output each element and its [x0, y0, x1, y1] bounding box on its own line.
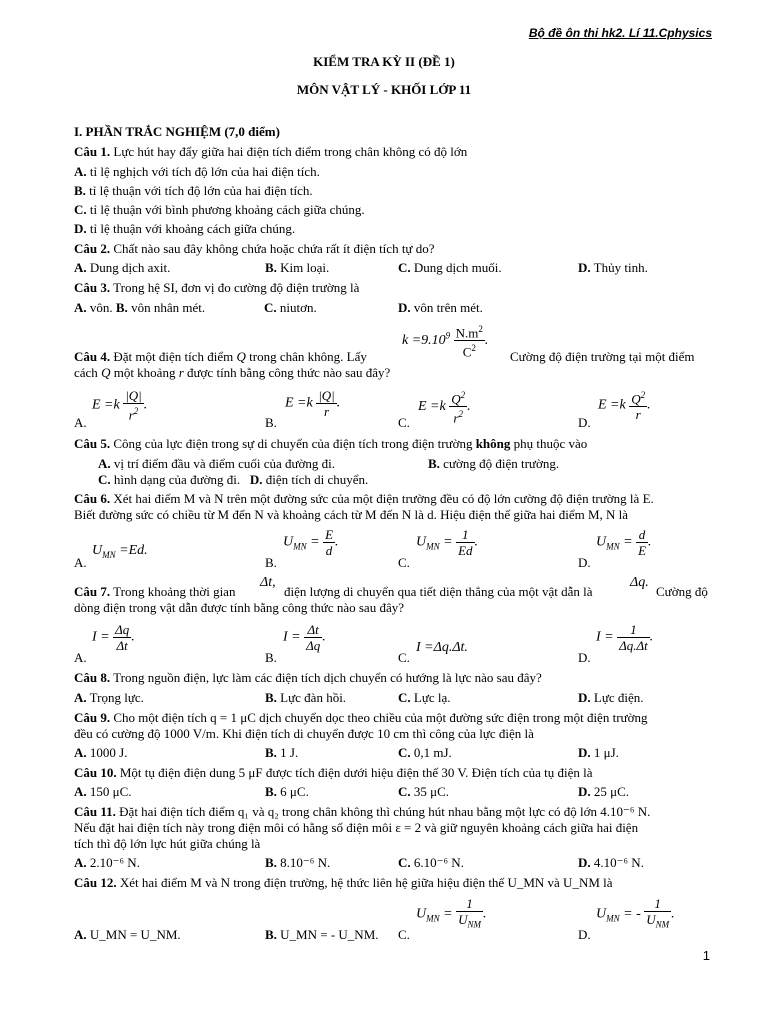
question-4-line2: cách Q một khoảng r được tính bằng công thức nào sau đây? — [74, 365, 391, 380]
q4-formula-c: E =k $\frac{Q^2}{r^2}$ . — [418, 390, 471, 426]
q9-option-c: C. 0,1 mJ. — [398, 745, 452, 760]
q3-option-c: C. niutơn. — [264, 300, 317, 315]
question-6-line2: Biết đường sức có chiều từ M đến N và khoảng cách từ M đến N là d. Hiệu điện thế giữa hai điểm M, N là — [74, 507, 629, 522]
q12-option-b: B. U_MN = - U_NM. — [265, 927, 379, 942]
running-header: Bộ đề ôn thi hk2. Lí 11.Cphysics — [528, 26, 712, 40]
q11-option-d: D. 4.10⁻⁶ N. — [578, 855, 644, 870]
q2-option-c: C. Dung dịch muối. — [398, 260, 502, 275]
q7-formula-d: I = $\frac{1}{\Delta q.\Delta t}$ . — [596, 622, 654, 653]
question-6: Câu 6. Xét hai điểm M và N trên một đường sức của một điện trường đều có độ lớn cường độ điện trường là E. — [74, 491, 654, 506]
q10-option-c: C. 35 μC. — [398, 784, 450, 799]
question-11-line3: tích thì độ lớn lực hút giữa chúng là — [74, 836, 261, 851]
q6-option-a-label: A. — [74, 555, 87, 570]
q6-formula-d: $U_{MN}$ = $\frac{d}{E}$ . — [596, 527, 652, 558]
q12-formula-d: $U_{MN}$ = - $\frac{1}{U_{NM}}$ . — [596, 896, 675, 930]
q2-option-d: D. Thủy tinh. — [578, 260, 648, 275]
q4-option-d-label: D. — [578, 415, 591, 430]
q11-option-c: C. 6.10⁻⁶ N. — [398, 855, 464, 870]
q10-option-b: B. 6 μC. — [265, 784, 309, 799]
q7-option-d-label: D. — [578, 650, 591, 665]
q7-formula-a: I = $\frac{\Delta q}{\Delta t}$ . — [92, 622, 135, 653]
q6-formula-c: $U_{MN}$ = $\frac{1}{Ed}$ . — [416, 527, 479, 558]
q6-option-b-label: B. — [265, 555, 277, 570]
question-3: Câu 3. Trong hệ SI, đơn vị đo cường độ điện trường là — [74, 280, 360, 295]
question-11: Câu 11. Đặt hai điện tích điểm q₁ và q₂ trong chân không thì chúng hút nhau bằng một lực có độ lớn 4.10⁻⁶ N. — [74, 804, 651, 819]
section-heading: I. PHẦN TRẮC NGHIỆM (7,0 điểm) — [74, 124, 280, 139]
q5-option-a: A. vị trí điểm đầu và điểm cuối của đường đi. — [98, 456, 336, 471]
q2-option-a: A. Dung dịch axit. — [74, 260, 171, 275]
q4-option-c-label: C. — [398, 415, 410, 430]
q6-formula-b: $U_{MN}$ = $\frac{E}{d}$ . — [283, 527, 339, 558]
q9-option-b: B. 1 J. — [265, 745, 299, 760]
q1-option-a: A. tỉ lệ nghịch với tích độ lớn của hai điện tích. — [74, 164, 320, 179]
q9-option-d: D. 1 μJ. — [578, 745, 619, 760]
delta-t-symbol: Δt, — [260, 575, 276, 590]
q1-option-b: B. tỉ lệ thuận với tích độ lớn của hai điện tích. — [74, 183, 313, 198]
question-7: Câu 7. Trong khoảng thời gian — [74, 584, 236, 599]
q1-option-d: D. tỉ lệ thuận với khoảng cách giữa chúng. — [74, 221, 296, 236]
exam-title: KIỂM TRA KỲ II (ĐỀ 1) — [313, 54, 455, 69]
q8-option-c: C. Lực lạ. — [398, 690, 451, 705]
question-9: Câu 9. Cho một điện tích q = 1 μC dịch chuyển dọc theo chiều của một đường sức điện trong một điện trường — [74, 710, 648, 725]
question-7-line2: dòng điện trong vật dẫn được tính bằng công thức nào sau đây? — [74, 600, 404, 615]
q4-option-a-label: A. — [74, 415, 87, 430]
q7-formula-b: I = $\frac{\Delta t}{\Delta q}$ . — [283, 622, 326, 653]
q3-option-a: A. vôn. B. vôn nhân mét. — [74, 300, 206, 315]
q6-option-c-label: C. — [398, 555, 410, 570]
q7-option-a-label: A. — [74, 650, 87, 665]
q12-option-c-label: C. — [398, 927, 410, 942]
question-7-cont: điện lượng di chuyển qua tiết diện thẳng của một vật dẫn là — [284, 584, 593, 599]
q1-option-c: C. tỉ lệ thuận với bình phương khoảng cách giữa chúng. — [74, 202, 365, 217]
q6-option-d-label: D. — [578, 555, 591, 570]
question-11-line2: Nếu đặt hai điện tích này trong điện môi có hằng số điện môi ε = 2 và giữ nguyên khoảng cách giữa hai điện — [74, 820, 639, 835]
q2-option-b: B. Kim loại. — [265, 260, 330, 275]
q4-formula-d: E =k $\frac{Q^2}{r}$ . — [598, 390, 651, 423]
q9-option-a: A. 1000 J. — [74, 745, 128, 760]
question-7-cont2: Cường độ — [656, 584, 708, 599]
q4-formula-b: E =k $\frac{|Q|}{r}$ . — [285, 388, 341, 419]
q10-option-a: A. 150 μC. — [74, 784, 132, 799]
q4-formula-a: E =k $\frac{|Q|}{r^2}$ . — [92, 388, 148, 423]
coulomb-constant-formula: $k =9.10^9$ $\frac{N.m^2}{C^2}$ . — [402, 324, 489, 360]
question-4: Câu 4. Đặt một điện tích điểm Q trong chân không. Lấy — [74, 349, 367, 364]
question-1: Câu 1. Lực hút hay đẩy giữa hai điện tích điểm trong chân không có độ lớn — [74, 144, 468, 159]
q7-option-c-label: C. — [398, 650, 410, 665]
q12-option-d-label: D. — [578, 927, 591, 942]
question-4-cont: Cường độ điện trường tại một điểm — [510, 349, 695, 364]
q10-option-d: D. 25 μC. — [578, 784, 630, 799]
question-2: Câu 2. Chất nào sau đây không chứa hoặc chứa rất ít điện tích tự do? — [74, 241, 435, 256]
q7-option-b-label: B. — [265, 650, 277, 665]
question-12: Câu 12. Xét hai điểm M và N trong điện trường, hệ thức liên hệ giữa hiệu điện thế U_MN và U_NM là — [74, 875, 613, 890]
q11-option-b: B. 8.10⁻⁶ N. — [265, 855, 331, 870]
question-8: Câu 8. Trong nguồn điện, lực làm các điện tích dịch chuyển có hướng là lực nào sau đây? — [74, 670, 542, 685]
q8-option-a: A. Trọng lực. — [74, 690, 144, 705]
question-10: Câu 10. Một tụ điện điện dung 5 μF được tích điện dưới hiệu điện thế 30 V. Điện tích của tụ điện là — [74, 765, 593, 780]
q12-option-a: A. U_MN = U_NM. — [74, 927, 181, 942]
q5-option-c: C. hình dạng của đường đi. D. điện tích di chuyển. — [98, 472, 369, 487]
question-9-line2: đều có cường độ 1000 V/m. Khi điện tích di chuyển được 10 cm thì công của lực điện là — [74, 726, 534, 741]
q7-formula-c: I =Δq.Δt. — [416, 640, 468, 655]
delta-q-symbol: Δq. — [630, 575, 649, 590]
q8-option-b: B. Lực đàn hồi. — [265, 690, 347, 705]
q3-option-d: D. vôn trên mét. — [398, 300, 483, 315]
page-number: 1 — [702, 948, 710, 963]
q4-option-b-label: B. — [265, 415, 277, 430]
q11-option-a: A. 2.10⁻⁶ N. — [74, 855, 140, 870]
q12-formula-c: $U_{MN}$ = $\frac{1}{U_{NM}}$ . — [416, 896, 487, 930]
exam-subtitle: MÔN VẬT LÝ - KHỐI LỚP 11 — [296, 82, 472, 97]
question-5: Câu 5. Công của lực điện trong sự di chuyển của điện tích trong điện trường không phụ thuộc vào — [74, 436, 588, 451]
q6-formula-a: $U_{MN} =Ed$. — [92, 543, 148, 560]
q5-option-b: B. cường độ điện trường. — [428, 456, 560, 471]
q8-option-d: D. Lực điện. — [578, 690, 644, 705]
